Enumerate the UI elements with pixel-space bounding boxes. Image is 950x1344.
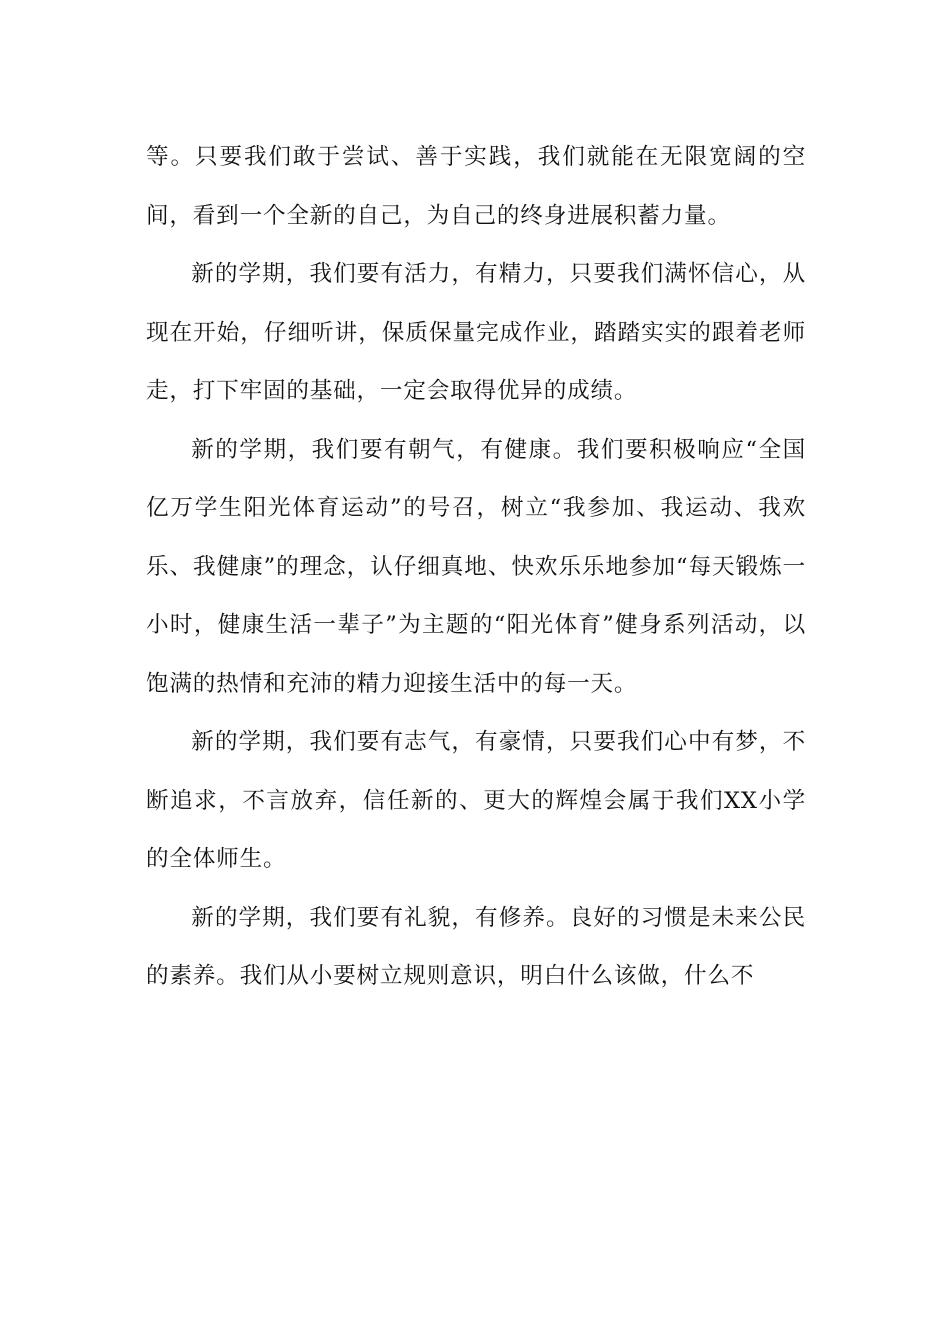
paragraph-3: 新的学期，我们要有朝气，有健康。我们要积极响应“全国亿万学生阳光体育运动”的号召，树立“我参加、我运动、我欢乐、我健康”的理念，认仔细真地、快欢乐乐地参加“每天锻炼一小时，健康生活一辈子”为主题的“阳光体育”健身系列活动，以饱满的热情和充沛的精力迎接生活中的每一天。 xyxy=(146,436,806,697)
paragraph-4: 新的学期，我们要有志气，有豪情，只要我们心中有梦，不断追求，不言放弃，信任新的、更大的辉煌会属于我们XX小学的全体师生。 xyxy=(146,729,806,872)
paragraph-2: 新的学期，我们要有活力，有精力，只要我们满怀信心，从现在开始，仔细听讲，保质保量完成作业，踏踏实实的跟着老师走，打下牢固的基础，一定会取得优异的成绩。 xyxy=(146,261,806,404)
paragraph-5: 新的学期，我们要有礼貌，有修养。良好的习惯是未来公民的素养。我们从小要树立规则意识，明白什么该做，什么不 xyxy=(146,904,806,989)
document-body xyxy=(146,128,806,1006)
paragraph-1: 等。只要我们敢于尝试、善于实践，我们就能在无限宽阔的空间，看到一个全新的自己，为自己的终身进展积蓄力量。 xyxy=(146,144,806,229)
